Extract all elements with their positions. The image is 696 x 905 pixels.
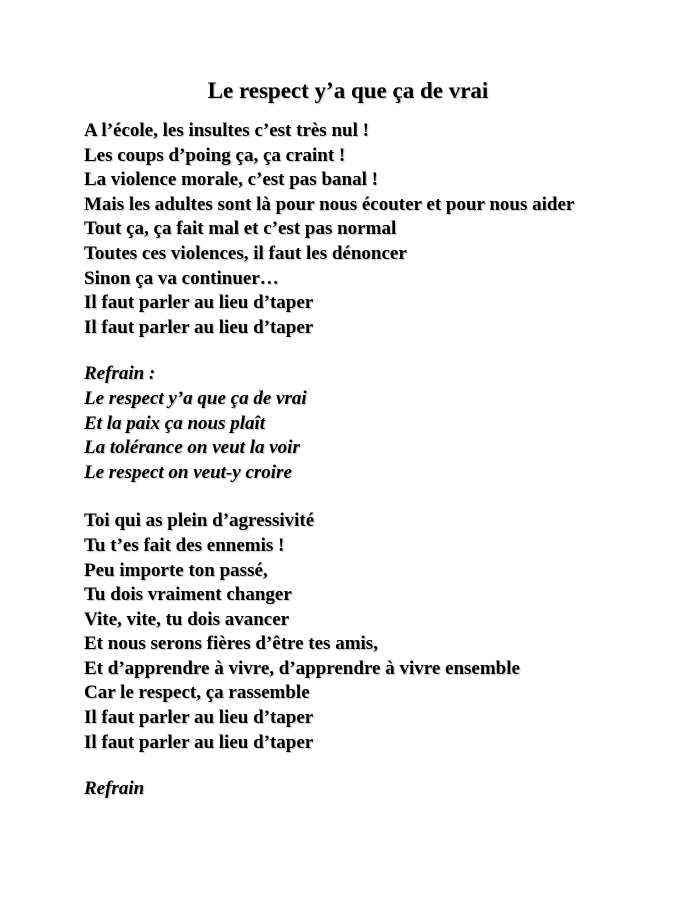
verse-line: Les coups d’poing ça, ça craint !: [84, 144, 346, 166]
verse-line: Vite, vite, tu dois avancer: [84, 608, 290, 630]
verse-line: Il faut parler au lieu d’taper: [84, 707, 314, 729]
song-title: Le respect y’a que ça de vrai: [207, 78, 489, 103]
refrain-heading: Refrain :: [84, 363, 156, 385]
verse-2: [84, 509, 684, 755]
refrain-line: Le respect y’a que ça de vrai: [84, 387, 307, 409]
refrain-line: Le respect on veut-y croire: [84, 461, 292, 483]
verse-line: A l’école, les insultes c’est très nul !: [84, 120, 369, 141]
song-body: [84, 119, 684, 802]
stanza-spacer: [84, 755, 684, 777]
closing-refrain-marker: Refrain: [84, 778, 145, 800]
refrain: [84, 362, 684, 485]
verse-line: Tu t’es fait des ennemis !: [84, 534, 285, 556]
verse-line: Il faut parler au lieu d’taper: [84, 316, 314, 338]
stanza-spacer: [84, 485, 684, 509]
verse-line: Sinon ça va continuer…: [84, 267, 279, 289]
refrain-line: La tolérance on veut la voir: [84, 437, 300, 459]
verse-line: Tu dois vraiment changer: [84, 584, 292, 606]
verse-line: Toi qui as plein d’agressivité: [84, 510, 315, 532]
verse-line: Et d’apprendre à vivre, d’apprendre à vivre ensemble: [84, 657, 520, 679]
verse-line: Il faut parler au lieu d’taper: [84, 731, 314, 753]
stanza-spacer: [84, 340, 684, 362]
verse-line: Toutes ces violences, il faut les dénoncer: [84, 242, 407, 264]
verse-line: Il faut parler au lieu d’taper: [84, 292, 314, 314]
verse-line: Peu importe ton passé,: [84, 559, 268, 581]
verse-line: Car le respect, ça rassemble: [84, 682, 310, 704]
verse-line: Tout ça, ça fait mal et c’est pas normal: [84, 218, 397, 240]
verse-line: Mais les adultes sont là pour nous écouter et pour nous aider: [84, 193, 575, 215]
verse-1: [84, 119, 684, 340]
refrain-line: Et la paix ça nous plaît: [84, 412, 266, 434]
verse-line: Et nous serons fières d’être tes amis,: [84, 633, 378, 655]
verse-line: La violence morale, c’est pas banal !: [84, 169, 378, 191]
